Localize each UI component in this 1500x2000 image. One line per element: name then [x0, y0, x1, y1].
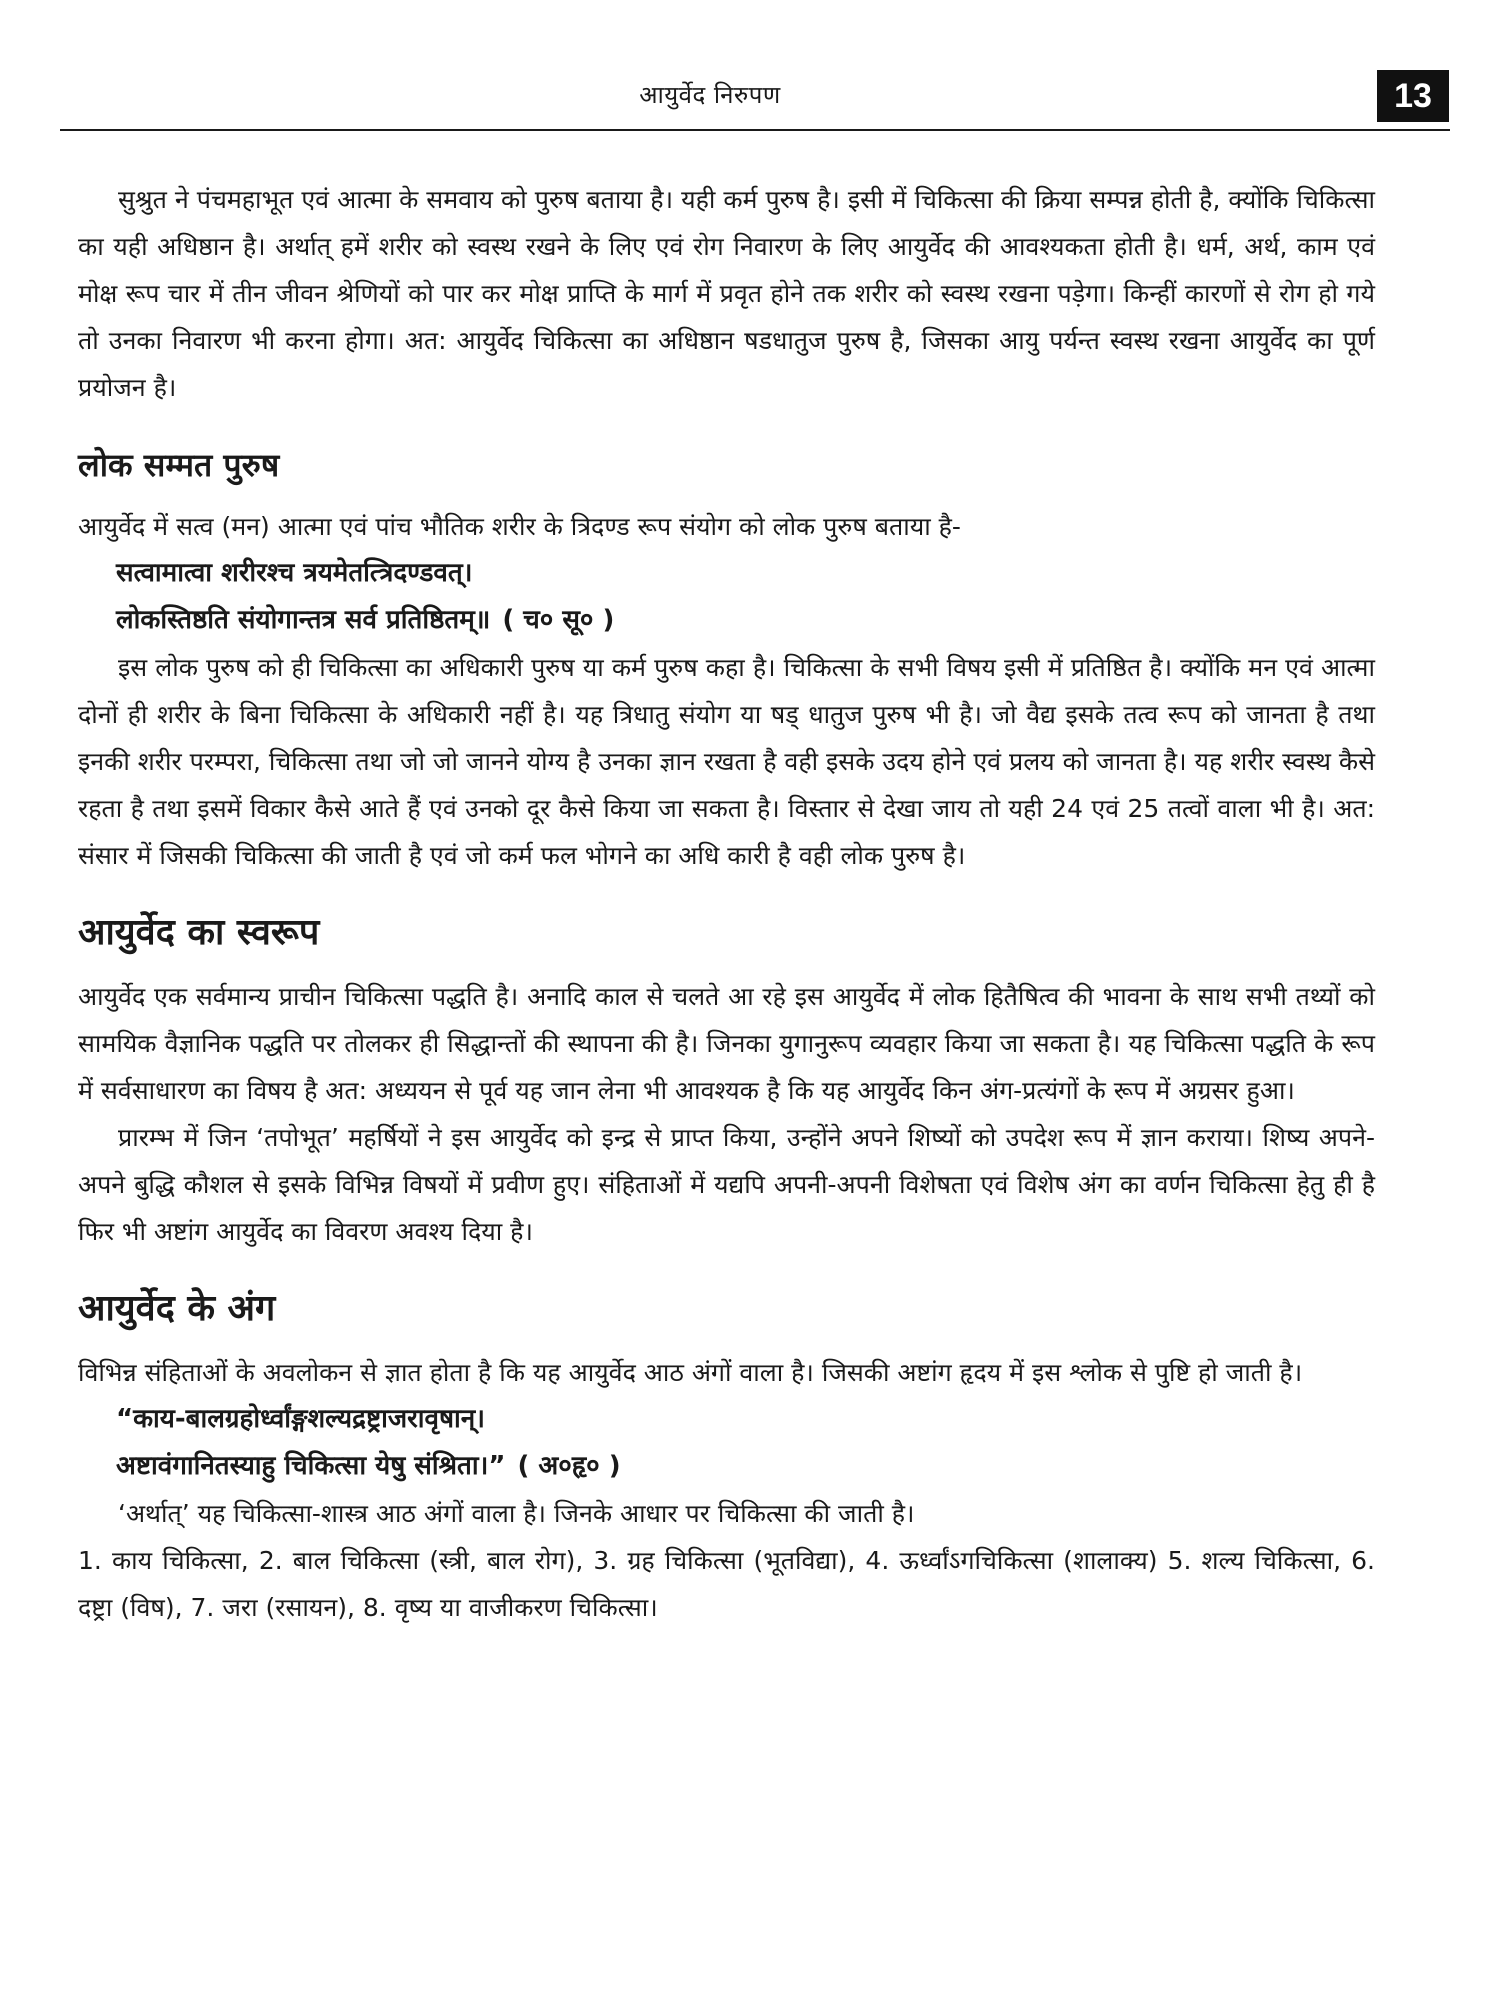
- ang-lead: विभिन्न संहिताओं के अवलोकन से ज्ञात होता है कि यह आयुर्वेद आठ अंगों वाला है। जिसकी अष्टांग हृदय में इस श्लोक से पुष्टि हो जाती है।: [78, 1358, 1303, 1387]
- running-title: आयुर्वेद निरुपण: [639, 81, 781, 109]
- verse-charak-line2: [78, 597, 1375, 644]
- intro-paragraph: सुश्रुत ने पंचमहाभूत एवं आत्मा के समवाय को पुरुष बताया है। यही कर्म पुरुष है। इसी में चिकित्सा की क्रिया सम्पन्न होती है, क्योंकि चिकित्सा का यही अधिष्ठान है। अर्थात् हमें शरीर को स्वस्थ रखने के लिए एवं रोग निवारण के लिए आयुर्वेद की आवश्यकता होती है। धर्म, अर्थ, काम एवं मोक्ष रूप चार में तीन जीवन श्रेणियों को पार कर मोक्ष प्राप्ति के मार्ग में प्रवृत होने तक शरीर को स्वस्थ रखना पड़ेगा। किन्हीं कारणों से रोग हो गये तो उनका निवारण भी करना होगा। अत: आयुर्वेद चिकित्सा का अधिष्ठान षडधातुज पुरुष है, जिसका आयु पर्यन्त स्वस्थ रखना आयुर्वेद का पूर्ण प्रयोजन है।: [78, 185, 1375, 402]
- verse-ashtang-line2: [78, 1443, 1375, 1490]
- heading-swaroop: आयुर्वेद का स्वरूप: [78, 912, 320, 953]
- swaroop-para-2: प्रारम्भ में जिन ‘तपोभूत’ महर्षियों ने इस आयुर्वेद को इन्द्र से प्राप्त किया, उन्होंने अपने शिष्यों को उपदेश रूप में ज्ञान कराया। शिष्य अपने-अपने बुद्धि कौशल से इसके विभिन्न विषयों में प्रवीण हुए। संहिताओं में यद्यपि अपनी-अपनी विशेषता एवं विशेष अंग का वर्णन चिकित्सा हेतु ही है फिर भी अष्टांग आयुर्वेद का विवरण अवश्य दिया है।: [78, 1123, 1375, 1246]
- verse-ashtang-line1: “काय-बालग्रहोर्ध्वांङ्गशल्यद्रष्ट्राजरावृषान्।: [116, 1404, 486, 1434]
- heading-ang: आयुर्वेद के अंग: [78, 1288, 276, 1329]
- verse-charak-line1: सत्वामात्वा शरीरश्च त्रयमेतत्त्रिदण्डवत्।: [116, 558, 473, 588]
- header-rule: [60, 129, 1450, 131]
- swaroop-para-1: आयुर्वेद एक सर्वमान्य प्राचीन चिकित्सा पद्धति है। अनादि काल से चलते आ रहे इस आयुर्वेद में लोक हितैषित्व की भावना के साथ सभी तथ्यों को सामयिक वैज्ञानिक पद्धति पर तोलकर ही सिद्धान्तों की स्थापना की है। जिनका युगानुरूप व्यवहार किया जा सकता है। यह चिकित्सा पद्धति के रूप में सर्वसाधारण का विषय है अत: अध्ययन से पूर्व यह जान लेना भी आवश्यक है कि यह आयुर्वेद किन अंग-प्रत्यंगों के रूप में अग्रसर हुआ।: [78, 982, 1375, 1105]
- verse-charak-line2-text: लोकस्तिष्ठति संयोगान्तत्र सर्व प्रतिष्ठितम्॥: [116, 605, 491, 635]
- verse-ashtang-line2-text: अष्टावंगानितस्याहु चिकित्सा येषु संश्रिता।”: [116, 1451, 506, 1481]
- lok-purush-body: इस लोक पुरुष को ही चिकित्सा का अधिकारी पुरुष या कर्म पुरुष कहा है। चिकित्सा के सभी विषय इसी में प्रतिष्ठित है। क्योंकि मन एवं आत्मा दोनों ही शरीर के बिना चिकित्सा के अधिकारी नहीं है। यह त्रिधातु संयोग या षड् धातुज पुरुष भी है। जो वैद्य इसके तत्व रूप को जानता है तथा इनकी शरीर परम्परा, चिकित्सा तथा जो जो जानने योग्य है उनका ज्ञान रखता है वही इसके उदय होने एवं प्रलय को जानता है। यह शरीर स्वस्थ कैसे रहता है तथा इसमें विकार कैसे आते हैं एवं उनको दूर कैसे किया जा सकता है। विस्तार से देखा जाय तो यही 24 एवं 25 तत्वों वाला भी है। अत: संसार में जिसकी चिकित्सा की जाती है एवं जो कर्म फल भोगने का अधि कारी है वही लोक पुरुष है।: [78, 653, 1375, 870]
- page-content: [78, 176, 1375, 1631]
- lok-purush-lead: आयुर्वेद में सत्व (मन) आत्मा एवं पांच भौतिक शरीर के त्रिदण्ड रूप संयोग को लोक पुरुष बताया है-: [78, 512, 961, 541]
- verse-charak-ref: ( च० सू० ): [502, 605, 615, 635]
- page-number: 13: [1377, 70, 1449, 122]
- ang-meaning: ‘अर्थात्’ यह चिकित्सा-शास्त्र आठ अंगों वाला है। जिनके आधार पर चिकित्सा की जाती है।: [118, 1499, 915, 1528]
- heading-lok-purush: लोक सम्मत पुरुष: [78, 446, 280, 484]
- verse-ashtang-ref: ( अ०हृ० ): [517, 1451, 621, 1481]
- ang-list: 1. काय चिकित्सा, 2. बाल चिकित्सा (स्त्री, बाल रोग), 3. ग्रह चिकित्सा (भूतविद्या), 4. ऊर्ध्वांऽगचिकित्सा (शालाक्य) 5. शल्य चिकित्सा, 6. दष्ट्रा (विष), 7. जरा (रसायन), 8. वृष्य या वाजीकरण चिकित्सा।: [78, 1546, 1375, 1622]
